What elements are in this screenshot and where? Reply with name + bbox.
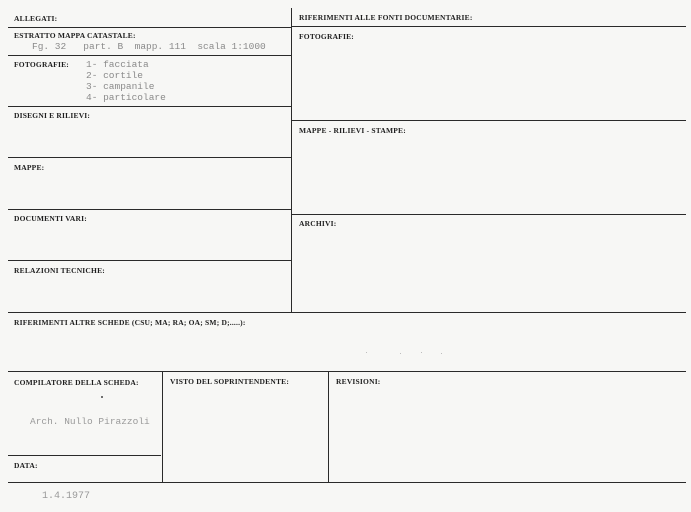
fotografie-item-4: 4- particolare [86, 92, 166, 103]
label-disegni-rilievi: DISEGNI E RILIEVI: [14, 111, 91, 120]
compilatore-value: Arch. Nullo Pirazzoli [30, 416, 150, 427]
label-compilatore: COMPILATORE DELLA SCHEDA: [14, 378, 139, 387]
rule-mappe-rilievi [292, 214, 686, 215]
divider-compilatore-visto [162, 371, 163, 483]
rule-riferimenti-altre [8, 371, 686, 372]
fotografie-item-1: 1- facciata [86, 59, 149, 70]
speck-1 [366, 352, 367, 353]
estratto-mappa-value: Fg. 32 part. B mapp. 111 scala 1:1000 [32, 41, 266, 52]
speck-4 [441, 353, 442, 354]
ink-dot [101, 396, 103, 398]
data-value: 1.4.1977 [42, 491, 91, 502]
divider-visto-revisioni [328, 371, 329, 483]
rule-disegni [8, 157, 291, 158]
label-riferimenti-altre-schede: RIFERIMENTI ALTRE SCHEDE (CSU; MA; RA; OA; SM; D;.....): [14, 318, 246, 327]
label-allegati: ALLEGATI: [14, 14, 58, 23]
label-fotografie: FOTOGRAFIE: [14, 60, 69, 69]
rule-mappe [8, 209, 291, 210]
label-archivi: ARCHIVI: [299, 219, 337, 228]
rule-estratto [8, 55, 291, 56]
speck-2 [400, 353, 401, 354]
column-divider [291, 8, 292, 313]
fotografie-item-2: 2- cortile [86, 70, 144, 81]
rule-fotografie-right [292, 120, 686, 121]
rule-compilatore [8, 455, 161, 456]
label-riferimenti-fonti: RIFERIMENTI ALLE FONTI DOCUMENTARIE: [299, 13, 473, 22]
label-revisioni: REVISIONI: [336, 377, 381, 386]
fotografie-item-3: 3- campanile [86, 81, 155, 92]
label-relazioni-tecniche: RELAZIONI TECNICHE: [14, 266, 105, 275]
speck-3 [421, 352, 422, 353]
rule-documenti [8, 260, 291, 261]
label-mappe: MAPPE: [14, 163, 45, 172]
rule-riferimenti-fonti [292, 26, 686, 27]
rule-allegati [8, 27, 291, 28]
rule-bottom [8, 482, 686, 483]
rule-relazioni [8, 312, 686, 313]
label-fotografie-right: FOTOGRAFIE: [299, 32, 354, 41]
rule-fotografie [8, 106, 291, 107]
label-estratto-mappa: ESTRATTO MAPPA CATASTALE: [14, 31, 136, 40]
label-mappe-rilievi-stampe: MAPPE - RILIEVI - STAMPE: [299, 126, 406, 135]
label-data: DATA: [14, 461, 38, 470]
label-visto-soprintendente: VISTO DEL SOPRINTENDENTE: [170, 377, 290, 386]
label-documenti-vari: DOCUMENTI VARI: [14, 214, 87, 223]
